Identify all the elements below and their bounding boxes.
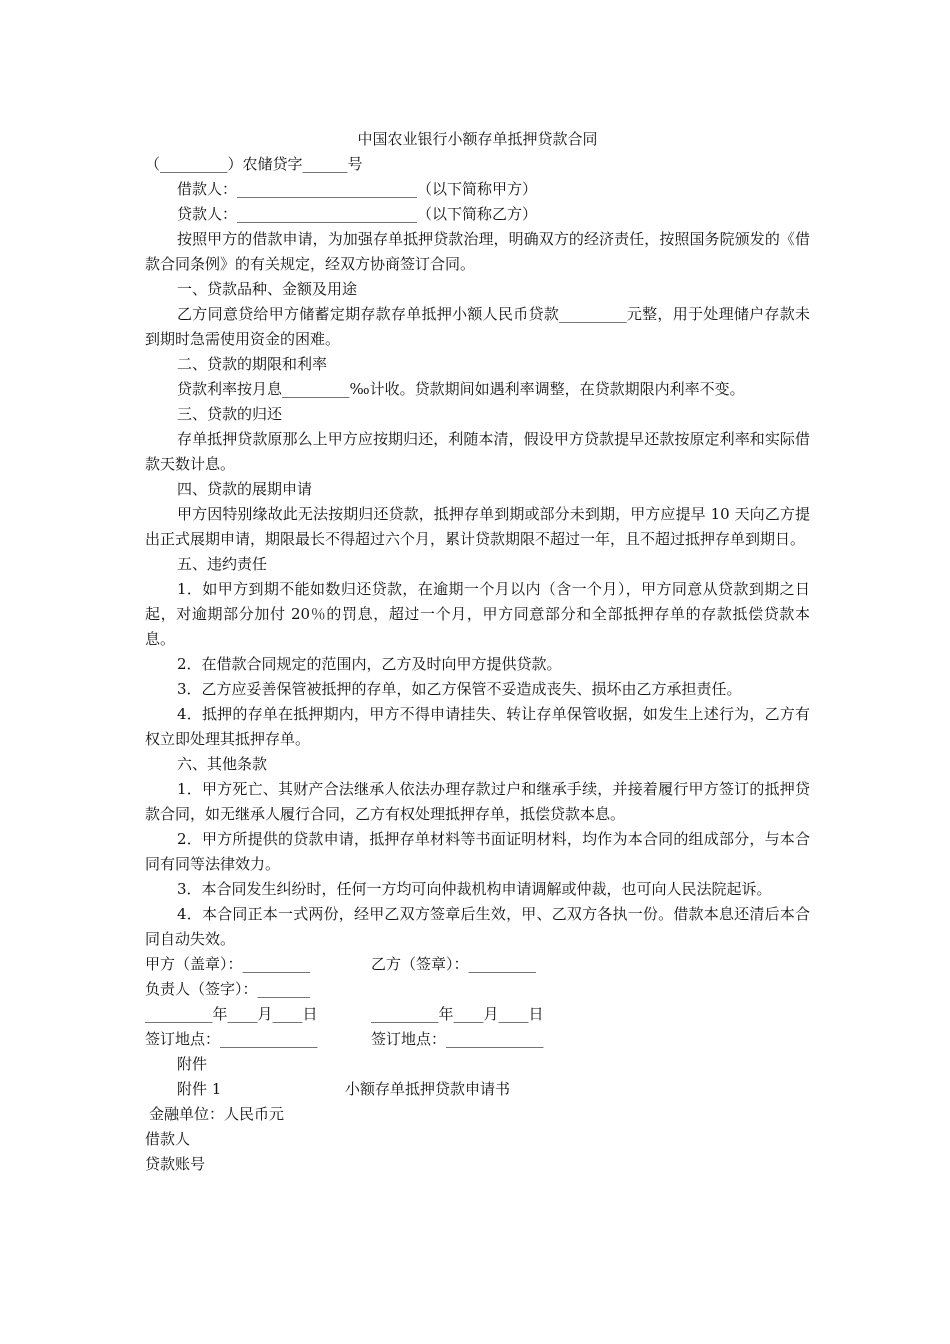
section-1-body: 乙方同意贷给甲方储蓄定期存款存单抵押小额人民币贷款_________元整，用于处理储户存款未到期时急需使用资金的困难。 [145, 305, 810, 348]
field-loan-account: 贷款账号 [145, 1155, 206, 1173]
date-row [145, 1002, 810, 1027]
attachment-1-row [145, 1077, 810, 1102]
section-5-title: 五、违约责任 [177, 555, 268, 573]
party-a-seal: 甲方（盖章）：_________ [145, 955, 311, 973]
place-row [145, 1027, 810, 1052]
section-2-body: 贷款利率按月息_________‰计收。贷款期间如遇利率调整，在贷款期限内利率不变。 [177, 380, 745, 398]
section-6-item: 3．本合同发生纠纷时，任何一方均可向仲裁机构申请调解或仲裁，也可向人民法院起诉。 [177, 880, 772, 898]
section-5-item: 4．抵押的存单在抵押期内，甲方不得申请挂失、转让存单保管收据，如发生上述行为，乙方有权立即处理其抵押存单。 [145, 705, 810, 748]
attachment-1-title: 小额存单抵押贷款申请书 [345, 1080, 511, 1098]
document-title: 中国农业银行小额存单抵押贷款合同 [357, 130, 598, 148]
section-1-title: 一、贷款品种、金额及用途 [177, 280, 358, 298]
attachment-1-label: 附件 1 [177, 1080, 222, 1098]
section-6-item: 4．本合同正本一式两份，经甲乙双方签章后生效，甲、乙双方各执一份。借款本息还清后本合同自动失效。 [145, 905, 810, 948]
section-4-body: 甲方因特别缘故此无法按期归还贷款，抵押存单到期或部分未到期，甲方应提早 10 天向乙方提出正式展期申请，期限最长不得超过六个月，累计贷款期限不超过一年，且不超过抵押存单到期日。 [145, 505, 810, 548]
party-b-seal: 乙方（签章）：_________ [371, 955, 537, 973]
section-5-item: 3．乙方应妥善保管被抵押的存单，如乙方保管不妥造成丧失、损坏由乙方承担责任。 [177, 680, 742, 698]
section-4-title: 四、贷款的展期申请 [177, 480, 313, 498]
signature-row [145, 952, 810, 977]
field-borrower: 借款人 [145, 1130, 191, 1148]
section-6-item: 1．甲方死亡、其财产合法继承人依法办理存款过户和继承手续，并接着履行甲方签订的抵押贷款合同，如无继承人履行合同，乙方有权处理抵押存单，抵偿贷款本息。 [145, 780, 810, 823]
date-party-a: _________年____月____日 [145, 1005, 318, 1023]
currency-unit: 金融单位：人民币元 [149, 1105, 285, 1123]
place-party-a: 签订地点：_____________ [145, 1030, 318, 1048]
section-5-item: 2．在借款合同规定的范围内，乙方及时向甲方提供贷款。 [177, 655, 562, 673]
date-party-b: _________年____月____日 [371, 1005, 544, 1023]
responsible-row [145, 977, 810, 1002]
lender-line: 贷款人：________________________（以下简称乙方） [177, 205, 538, 223]
responsible-signature: 负责人（签字）：_______ [145, 980, 311, 998]
section-6-item: 2．甲方所提供的贷款申请，抵押存单材料等书面证明材料，均作为本合同的组成部分，与本合同有同等法律效力。 [145, 830, 810, 873]
section-5-item: 1．如甲方到期不能如数归还贷款，在逾期一个月以内（含一个月），甲方同意从贷款到期之日起，对逾期部分加付 20％的罚息，超过一个月，甲方同意部分和全部抵押存单的存款抵偿贷款本息。 [145, 580, 810, 648]
contract-body [145, 127, 810, 1177]
intro-paragraph: 按照甲方的借款申请，为加强存单抵押贷款治理，明确双方的经济责任，按照国务院颁发的《借款合同条例》的有关规定，经双方协商签订合同。 [145, 230, 810, 273]
section-3-body: 存单抵押贷款原那么上甲方应按期归还，利随本清，假设甲方贷款提早还款按原定利率和实际借款天数计息。 [145, 430, 810, 473]
borrower-line: 借款人：________________________（以下简称甲方） [177, 180, 538, 198]
section-6-title: 六、其他条款 [177, 755, 268, 773]
contract-number: （_________）农储贷字______号 [145, 155, 363, 173]
place-party-b: 签订地点：_____________ [371, 1030, 544, 1048]
section-2-title: 二、贷款的期限和利率 [177, 355, 328, 373]
section-3-title: 三、贷款的归还 [177, 405, 283, 423]
attachment-heading: 附件 [177, 1055, 208, 1073]
